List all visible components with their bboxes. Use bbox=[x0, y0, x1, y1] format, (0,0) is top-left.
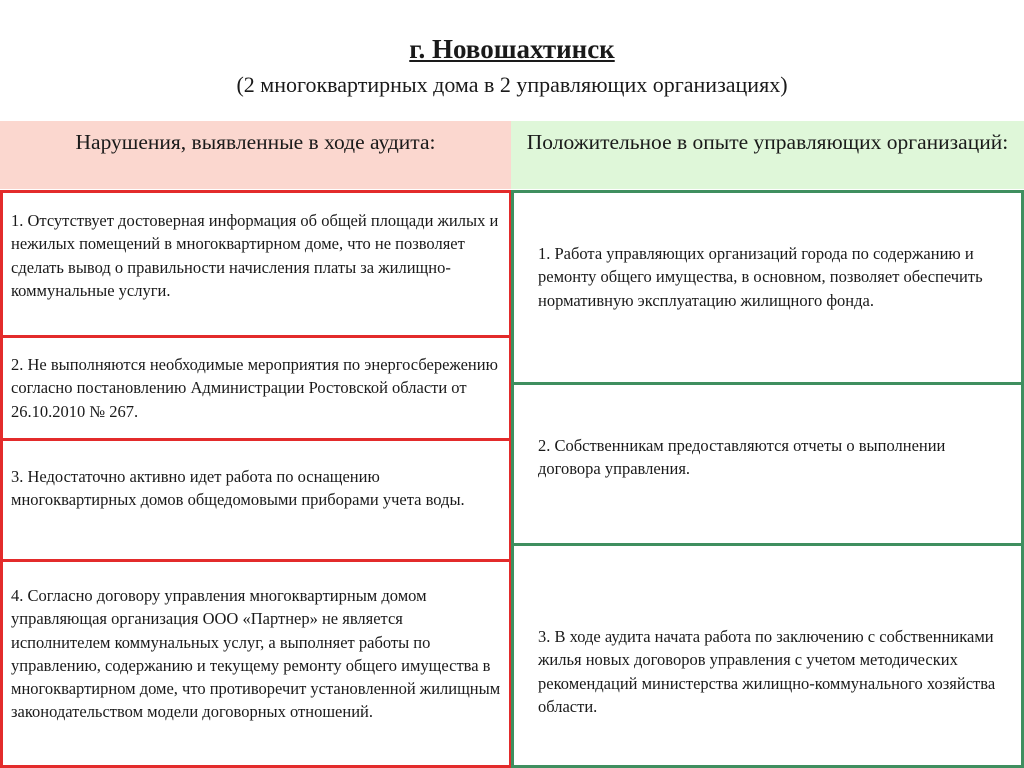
positive-text-1: 1. Работа управляющих организаций города по содержанию и ремонту общего имущества, в основном, позволяет обеспечить нормативную эксплуатацию жилищного фонда. bbox=[538, 244, 983, 310]
positive-header bbox=[511, 121, 1024, 189]
positive-text-2: 2. Собственникам предоставляются отчеты о выполнении договора управления. bbox=[538, 436, 946, 479]
violation-item-1 bbox=[0, 190, 512, 338]
violation-text-1: 1. Отсутствует достоверная информация об общей площади жилых и нежилых помещений в многоквартирном доме, что не позволяет сделать вывод о правильности начисления платы за жилищно-коммунальные услуги. bbox=[11, 211, 499, 300]
violations-heading: Нарушения, выявленные в ходе аудита: bbox=[75, 130, 436, 154]
positive-item-1 bbox=[511, 190, 1024, 385]
positive-heading: Положительное в опыте управляющих организаций: bbox=[526, 130, 1009, 154]
violation-item-3 bbox=[0, 438, 512, 562]
page-title: г. Новошахтинск bbox=[409, 34, 615, 64]
page-subtitle: (2 многоквартирных дома в 2 управляющих организациях) bbox=[236, 72, 788, 97]
positive-item-2 bbox=[511, 382, 1024, 546]
violation-text-2: 2. Не выполняются необходимые мероприятия по энергосбережению согласно постановлению Администрации Ростовской области от 26.10.2010 № 267. bbox=[11, 355, 498, 421]
positive-item-3 bbox=[511, 543, 1024, 768]
violation-item-4 bbox=[0, 559, 512, 768]
violation-text-4: 4. Согласно договору управления многоквартирным домом управляющая организация ООО «Партнер» не является исполнителем коммунальных услуг, а выполняет работы по управлению, содержанию и текущему ремонту общего имущества в многоквартирном доме, что противоречит установленной жилищным законодательством модели договорных отношений. bbox=[11, 586, 501, 722]
violation-text-3: 3. Недостаточно активно идет работа по оснащению многоквартирных домов общедомовыми приборами учета воды. bbox=[11, 467, 465, 510]
violations-header bbox=[0, 121, 511, 189]
positive-text-3: 3. В ходе аудита начата работа по заключению с собственниками жилья новых договоров управления с учетом методических рекомендаций министерства жилищно-коммунального хозяйства области. bbox=[538, 627, 996, 716]
violation-item-2 bbox=[0, 335, 512, 441]
